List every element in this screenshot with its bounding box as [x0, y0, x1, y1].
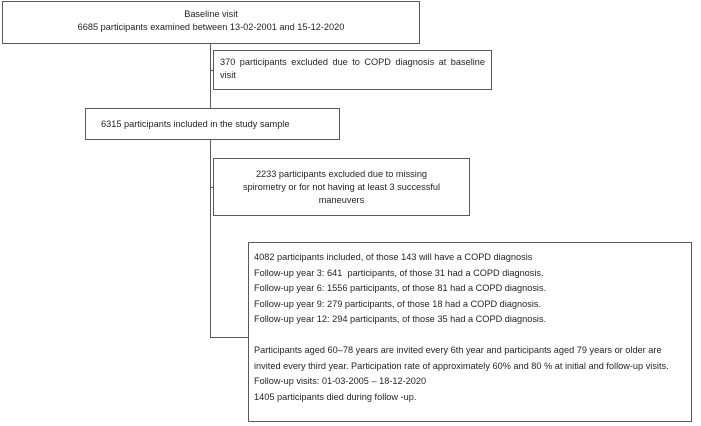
- results-followup-year-9: Follow-up year 9: 279 participants, of those 18 had a COPD diagnosis.: [254, 298, 542, 309]
- included-study-sample-box: [85, 108, 340, 140]
- baseline-visit-detail: 6685 participants examined between 13-02-2001 and 15-12-2020: [77, 22, 345, 33]
- excluded-spirometry-line-1: 2233 participants excluded due to missing: [255, 169, 428, 179]
- results-spacer: [254, 328, 691, 343]
- results-followup-year-3: Follow-up year 3: 641 participants, of those 31 had a COPD diagnosis.: [254, 267, 544, 278]
- connector-elbow-to-results: [210, 337, 249, 338]
- results-box: [248, 242, 692, 422]
- connector-trunk-lower: [210, 140, 211, 338]
- excluded-copd-baseline-box: [213, 50, 492, 90]
- results-followup-year-12: Follow-up year 12: 294 participants, of those 35 had a COPD diagnosis.: [254, 314, 547, 325]
- excluded-spirometry-line-2: spirometry or for not having at least 3 successful: [242, 182, 441, 193]
- excluded-spirometry-line-3: maneuvers: [318, 195, 365, 206]
- results-deaths-line: 1405 participants died during follow -up.: [254, 391, 417, 402]
- results-invitation-paragraph: Participants aged 60–78 years are invited every 6th year and participants aged 79 years or older are invited every third year. Participation rate of approximately 60% and 80 % at initial and follow-up visits.: [254, 344, 669, 371]
- baseline-visit-title: Baseline visit: [184, 9, 238, 19]
- baseline-visit-box: [2, 1, 420, 44]
- included-study-sample-text: 6315 participants included in the study sample: [101, 119, 290, 129]
- results-followup-visit-dates: Follow-up visits: 01-03-2005 – 18-12-2020: [254, 376, 427, 387]
- excluded-copd-baseline-text: 370 participants excluded due to COPD diagnosis at baseline visit: [220, 57, 485, 81]
- results-included-line: 4082 participants included, of those 143 will have a COPD diagnosis: [254, 252, 533, 262]
- results-followup-year-6: Follow-up year 6: 1556 participants, of those 81 had a COPD diagnosis.: [254, 283, 547, 294]
- excluded-spirometry-box: [213, 158, 470, 216]
- connector-trunk-upper: [210, 44, 211, 108]
